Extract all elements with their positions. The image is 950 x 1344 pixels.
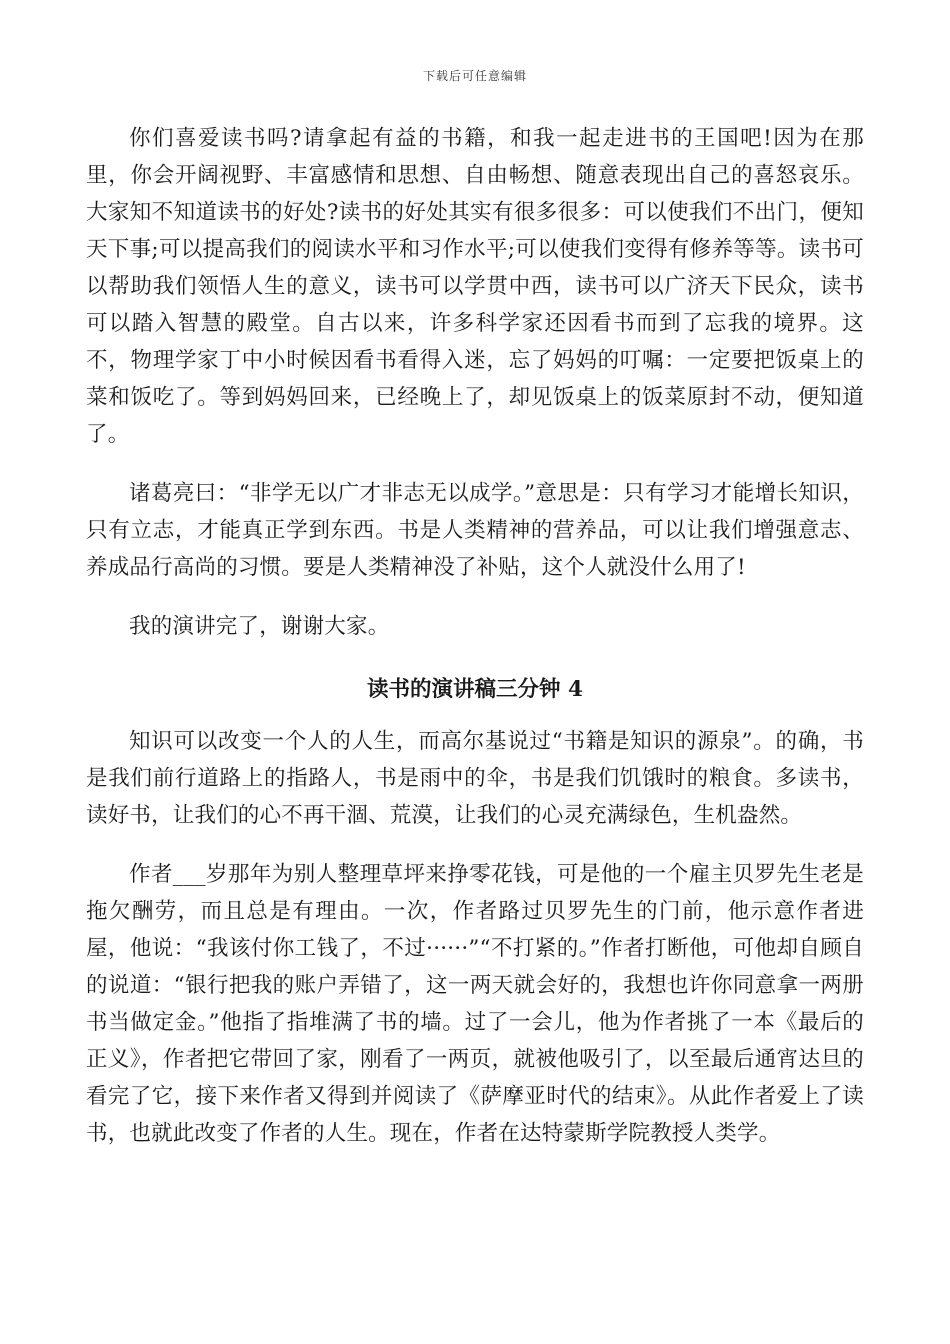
paragraph-author-story: 作者___岁那年为别人整理草坪来挣零花钱，可是他的一个雇主贝罗先生老是拖欠酬劳，而且总是有理由。一次，作者路过贝罗先生的门前，他示意作者进屋，他说：“我该付你工钱了，不过······”“不打紧的。”作者打断他，可他却自顾自的说道：“银行把我的账户弄错了，这一两天就会好的，我想也许你同意拿一两册书当做定金。”他指了指堆满了书的墙。过了一会儿，他为作者挑了一本《最后的正义》，作者把它带回了家，刚看了一两页，就被他吸引了，以至最后通宵达旦的看完了它，接下来作者又得到并阅读了《萨摩亚时代的结束》。从此作者爱上了读书，也就此改变了作者的人生。现在，作者在达特蒙斯学院教授人类学。 <box>86 862 864 1146</box>
document-body <box>86 120 864 1152</box>
page-header-note: 下载后可任意编辑 <box>422 69 527 83</box>
paragraph-closing: 我的演讲完了，谢谢大家。 <box>129 614 390 639</box>
section-title: 读书的演讲稿三分钟 4 <box>367 677 583 702</box>
paragraph-zhuge-liang-quote: 诸葛亮曰：“非学无以广才非志无以成学。”意思是：只有学习才能增长知识，只有立志，才能真正学到东西。书是人类精神的营养品，可以让我们增强意志、养成品行高尚的习惯。要是人类精神没了补贴，这个人就没什么用了! <box>86 481 864 580</box>
paragraph-reading-benefits: 你们喜爱读书吗?请拿起有益的书籍，和我一起走进书的王国吧!因为在那里，你会开阔视野、丰富感情和思想、自由畅想、随意表现出自己的喜怒哀乐。大家知不知道读书的好处?读书的好处其实有很多很多：可以使我们不出门，便知天下事;可以提高我们的阅读水平和习作水平;可以使我们变得有修养等等。读书可以帮助我们领悟人生的意义，读书可以学贯中西，读书可以广济天下民众，读书可以踏入智慧的殿堂。自古以来，许多科学家还因看书而到了忘我的境界。这不，物理学家丁中小时候因看书看得入迷，忘了妈妈的叮嘱：一定要把饭桌上的菜和饭吃了。等到妈妈回来，已经晚上了，却见饭桌上的饭菜原封不动，便知道了。 <box>86 126 864 447</box>
paragraph-knowledge-changes-life: 知识可以改变一个人的人生，而高尔基说过“书籍是知识的源泉”。的确，书是我们前行道路上的指路人，书是雨中的伞，书是我们饥饿时的粮食。多读书，读好书，让我们的心不再干涸、荒漠，让我们的心灵充满绿色，生机盎然。 <box>86 729 864 828</box>
